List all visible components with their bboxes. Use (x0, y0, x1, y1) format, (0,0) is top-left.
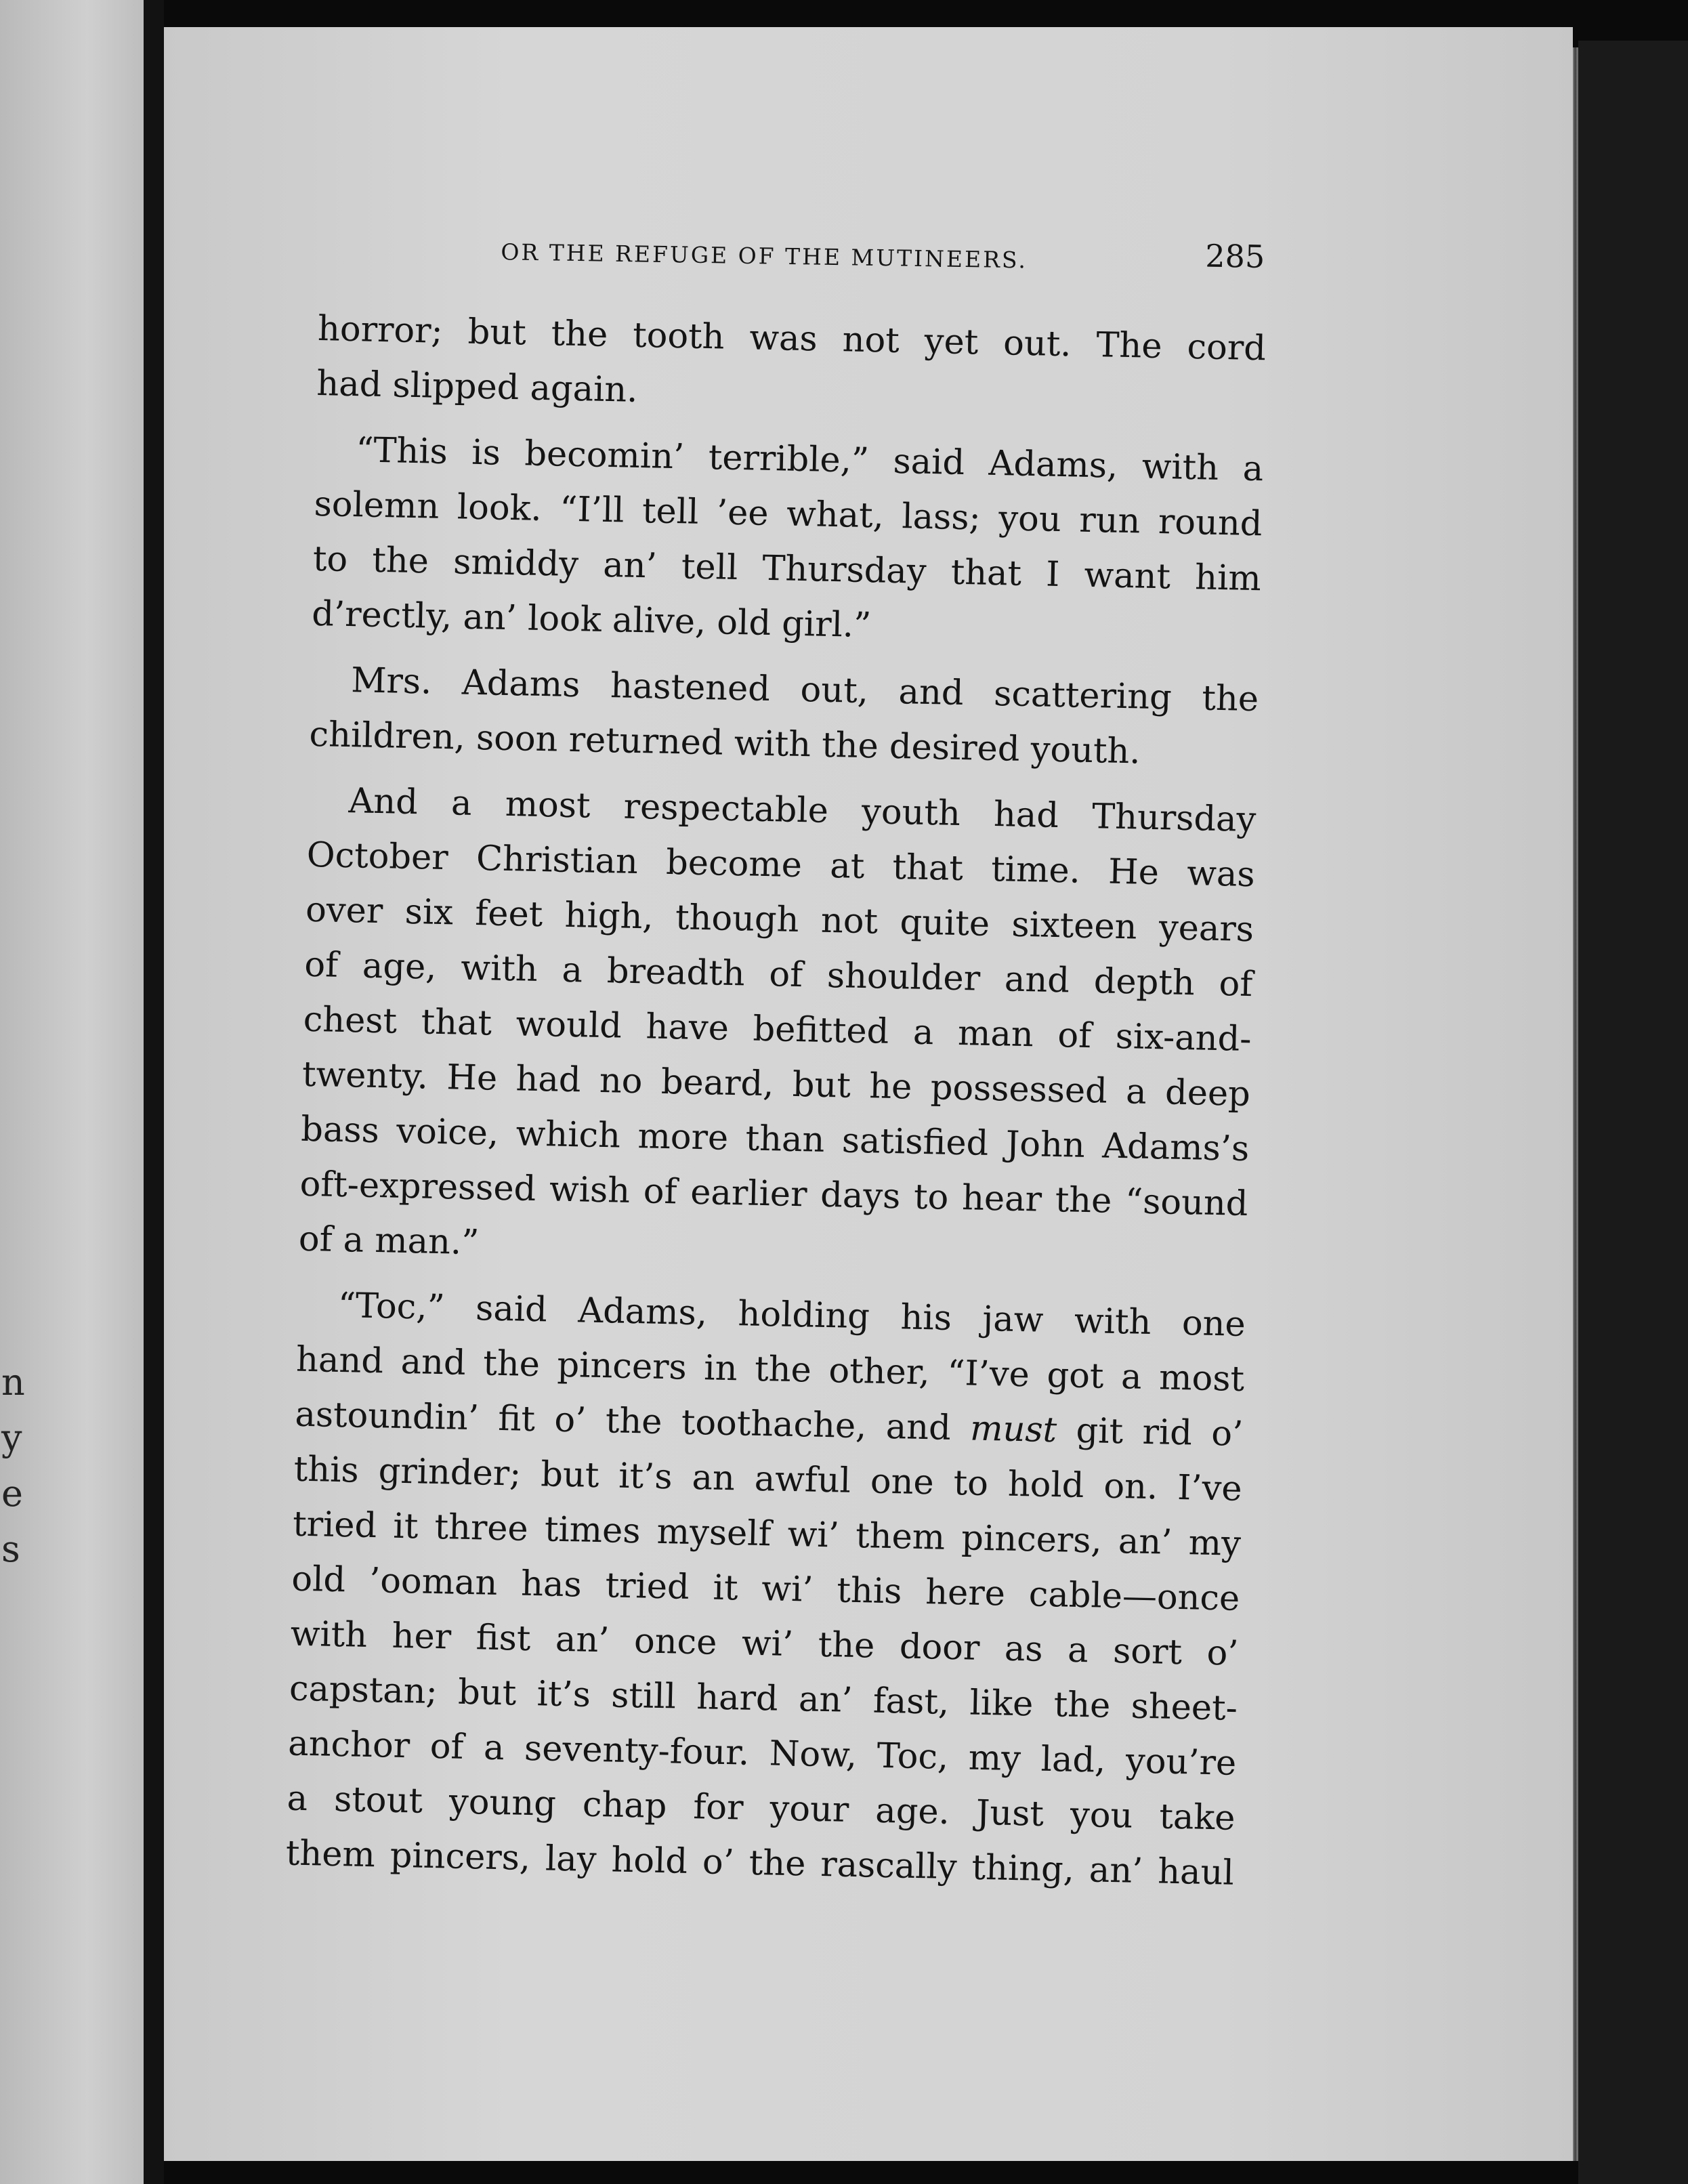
book-spine-gutter (144, 0, 164, 2184)
text-line: old ’ooman has tried it wi’ this here cable—once (291, 1559, 1240, 1619)
text-line: tried it three times myself wi’ them pincers, an’ my (292, 1504, 1242, 1564)
running-head-title: OR THE REFUGE OF THE MUTINEERS. (501, 238, 1028, 274)
text-line: capstan; but it’s still hard an’ fast, like the sheet- (289, 1668, 1238, 1729)
text-line: bass voice, which more than satisfied John Adams’s (300, 1109, 1250, 1170)
body-text (285, 301, 1267, 1901)
left-fragment: e (1, 1472, 23, 1515)
paragraph (316, 301, 1267, 431)
text-line: anchor of a seventy-four. Now, Toc, my lad, you’re (287, 1723, 1237, 1784)
text-line: over six feet high, though not quite sixteen years (305, 889, 1254, 950)
text-line: oft-expressed wish of earlier days to hear the “sound (299, 1164, 1249, 1225)
text-line: October Christian become at that time. He was (306, 835, 1256, 896)
text-line: children, soon returned with the desired youth. (308, 714, 1141, 772)
paragraph (311, 422, 1263, 661)
text-line: had slipped again. (316, 363, 639, 411)
paragraph (285, 1278, 1246, 1901)
text-line: horror; but the tooth was not yet out. The cord (317, 308, 1267, 369)
paragraph (298, 773, 1257, 1286)
text-line: to the smiddy an’ tell Thursday that I want him (312, 539, 1262, 600)
text-segment: astoundin’ fit o’ the toothache, and (294, 1394, 952, 1448)
text-segment: git rid o’ (1075, 1410, 1244, 1454)
text-line: them pincers, lay hold o’ the rascally thing, an’ haul (285, 1833, 1235, 1893)
text-line: hand and the pincers in the other, “I’ve got a most (295, 1339, 1245, 1400)
text-line: of age, with a breadth of shoulder and depth of (303, 944, 1253, 1005)
left-fragment: y (1, 1416, 22, 1459)
text-line: of a man.” (298, 1219, 480, 1263)
text-line: this grinder; but it’s an awful one to hold on. I’ve (293, 1449, 1243, 1509)
text-line: “This is becomin’ terrible,” said Adams, with a (355, 430, 1264, 490)
book-cover-edge (1578, 41, 1688, 2184)
text-line: twenty. He had no beard, but he possessed a deep (301, 1054, 1251, 1115)
text-line: “Toc,” said Adams, holding his jaw with one (337, 1285, 1246, 1345)
text-line: a stout young chap for your age. Just you take (287, 1778, 1236, 1839)
text-line: Mrs. Adams hastened out, and scattering the (350, 660, 1259, 720)
page-number: 285 (1204, 237, 1265, 275)
text-line: d’rectly, an’ look alive, old girl.” (311, 593, 872, 646)
left-fragment: n (1, 1361, 25, 1404)
left-fragment: s (1, 1528, 20, 1570)
left-page (0, 0, 146, 2184)
left-page-text-fragments (0, 1355, 27, 1577)
text-line: with her fist an’ once wi’ the door as a sort o’ (290, 1614, 1240, 1674)
text-line: solemn look. “I’ll tell ’ee what, lass; you run round (314, 484, 1263, 545)
text-line: chest that would have befitted a man of six-and- (303, 999, 1252, 1060)
italic-word: must (969, 1408, 1057, 1451)
paragraph (309, 652, 1259, 782)
text-line: And a most respectable youth had Thursday (347, 781, 1257, 841)
